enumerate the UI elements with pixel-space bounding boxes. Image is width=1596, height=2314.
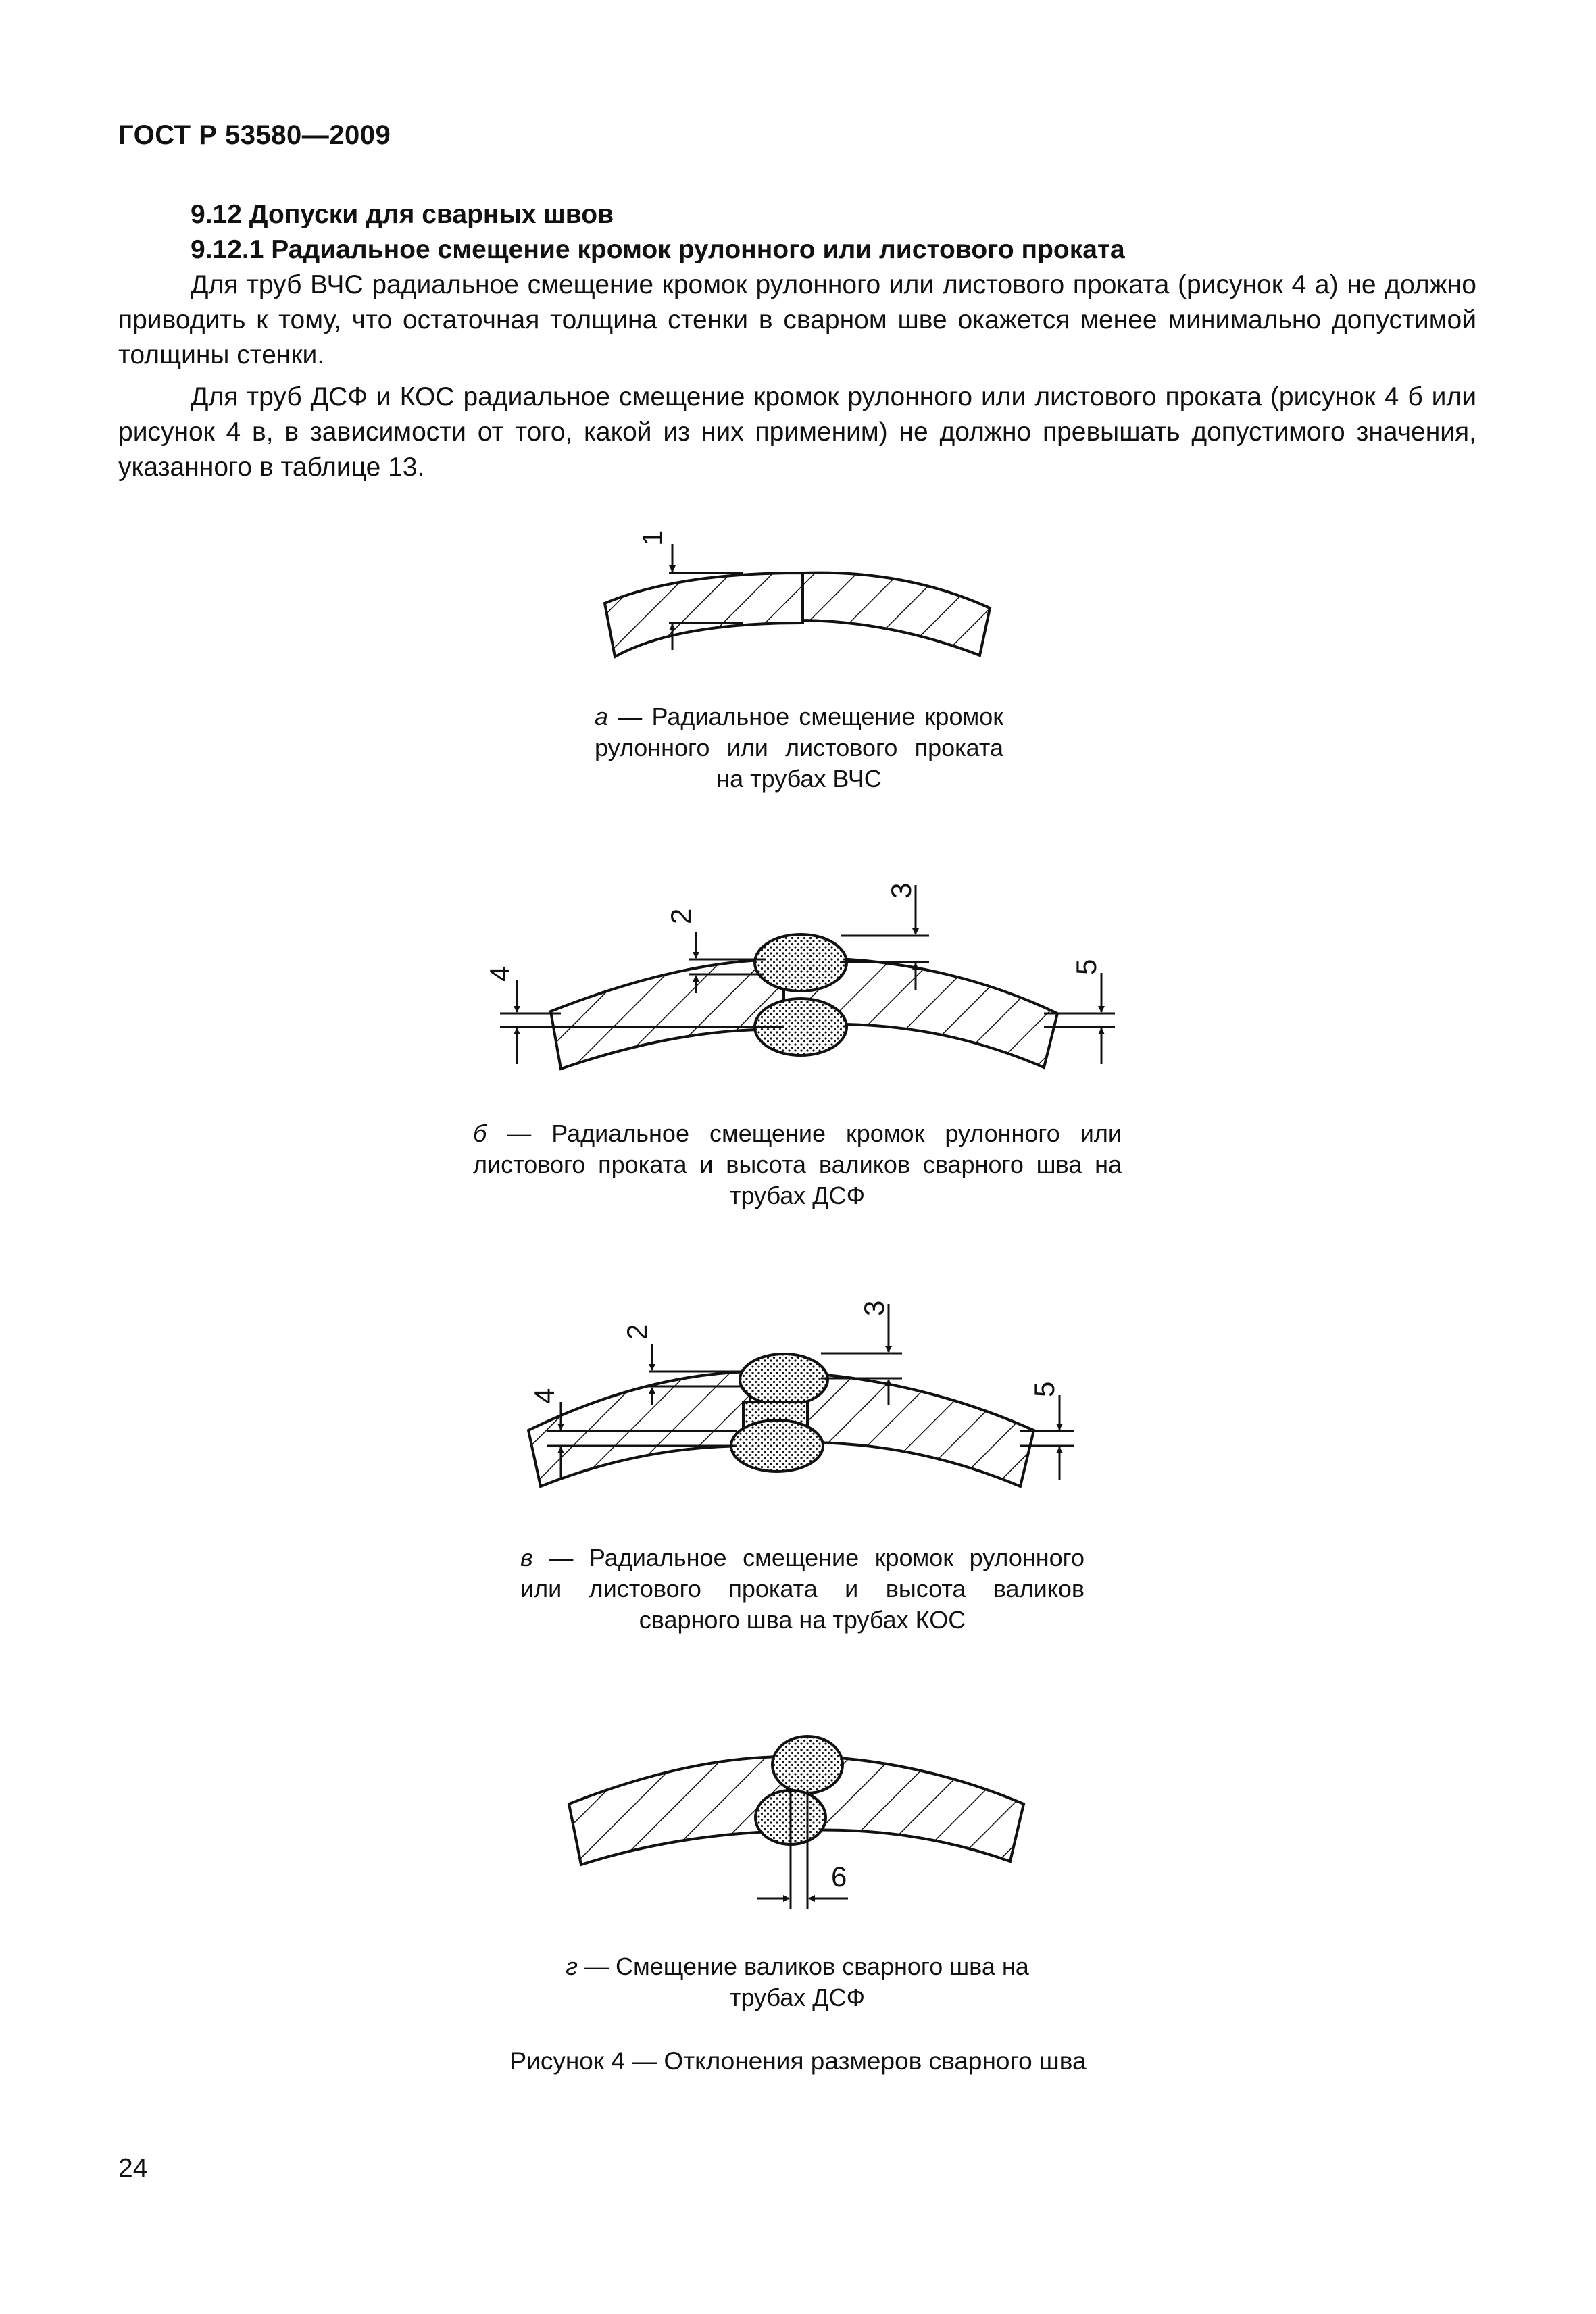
section-heading: 9.12 Допуски для сварных швов (191, 200, 614, 229)
figure-a-label-1: 1 (637, 530, 668, 546)
figure-b-label-4: 4 (484, 965, 516, 982)
figure-d-caption: г — Смещение валиков сварного шва на трубах ДСФ (566, 1953, 1029, 2011)
figure-b-label-3: 3 (885, 882, 917, 899)
figure-b-label-5: 5 (1070, 959, 1102, 975)
paragraph-1: Для труб ВЧС радиальное смещение кромок рулонного или листового проката (рисунок 4 а) не должно приводить к тому, что остаточная толщина стенки в сварном шве окажется менее минимально допустимой толщины стенки. (118, 270, 1476, 370)
figure-b-label-2: 2 (665, 908, 697, 924)
page-number: 24 (118, 2154, 148, 2183)
figure-c-label-2: 2 (621, 1324, 653, 1340)
paragraph-2: Для труб ДСФ и КОС радиальное смещение кромок рулонного или листового проката (рисунок 4 б или рисунок 4 в, в зависимости от того, какой из них применим) не должно превышать допустимого значения, указанного в таблице 13. (118, 382, 1476, 482)
figure-a-drawing (605, 544, 990, 657)
figure-title: Рисунок 4 — Отклонения размеров сварного шва (509, 2047, 1087, 2075)
figure-d-drawing (569, 1736, 1024, 1909)
document-header: ГОСТ Р 53580—2009 (118, 120, 391, 150)
subsection-heading: 9.12.1 Радиальное смещение кромок рулонного или листового проката (191, 235, 1125, 264)
figure-b-drawing (500, 882, 1115, 1069)
figure-a-caption: а — Радиальное смещение кромок рулонного или листового проката на трубах ВЧС (595, 703, 1003, 793)
figure-c-label-4: 4 (528, 1388, 560, 1404)
figure-c-drawing (528, 1304, 1074, 1486)
figure-c-caption: в — Радиальное смещение кромок рулонного или листового проката и высота валиков сварного шва на трубах КОС (520, 1544, 1084, 1634)
figure-c-label-3: 3 (858, 1300, 890, 1316)
figure-d-label-6: 6 (831, 1861, 847, 1892)
figure-b-caption: б — Радиальное смещение кромок рулонного или листового проката и высота валиков сварного шва на трубах ДСФ (473, 1120, 1122, 1209)
figure-c-label-5: 5 (1028, 1381, 1060, 1397)
